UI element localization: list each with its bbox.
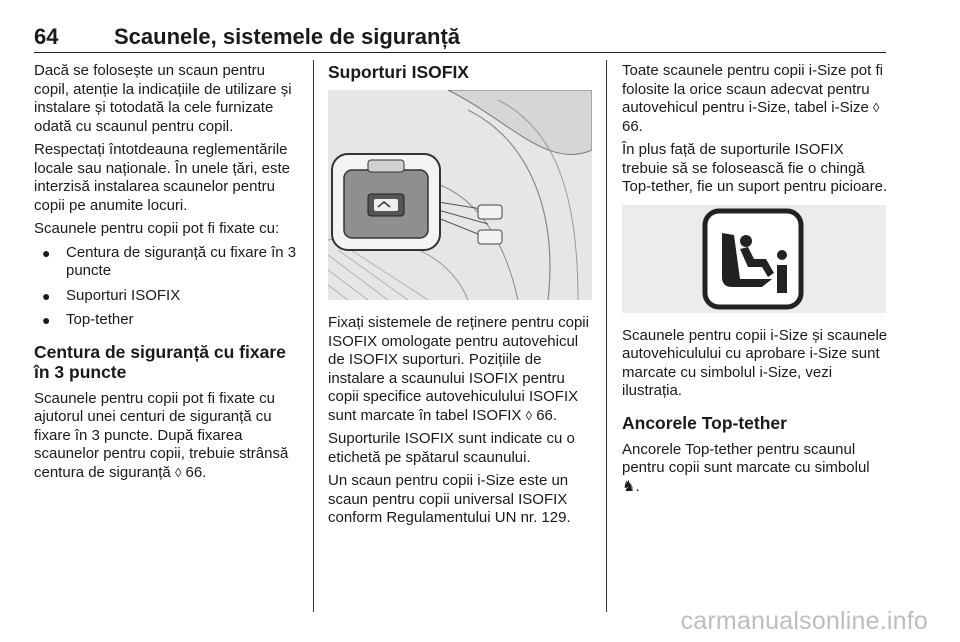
- isofix-paragraph-3: Un scaun pentru copii i-Size este un scaun pentru copii universal ISOFIX conform Regulamentului UN nr. 129.: [328, 472, 571, 526]
- reference-icon: ◊: [525, 407, 533, 423]
- page-number: 64: [34, 24, 59, 49]
- fixing-methods-intro: Scaunele pentru copii pot fi fixate cu:: [34, 220, 280, 237]
- seatbelt-paragraph: Scaunele pentru copii pot fi fixate cu ajutorul unei centuri de siguranță cu fixare în 3 puncte. După fixarea scaunelor pentru copii, trebuie strânsă centura de siguranță ◊ 66.: [34, 389, 289, 481]
- column-3: [622, 62, 888, 501]
- list-item: ● Top-tether: [42, 311, 134, 328]
- list-item: ● Centura de siguranță cu fixare în 3 puncte: [42, 243, 297, 279]
- page-reference[interactable]: 66.: [622, 117, 643, 135]
- column-2: [328, 62, 592, 533]
- reference-icon: ◊: [174, 464, 182, 480]
- isize-paragraph-3: Scaunele pentru copii i-Size și scaunele autovehiculului cu aprobare i-Size sunt marcate cu simbolul i-Size, vezi ilustrația.: [622, 326, 888, 399]
- reference-icon: ◊: [872, 100, 880, 115]
- list-item: ● Suporturi ISOFIX: [42, 286, 181, 304]
- column-divider-1: [313, 60, 314, 612]
- isofix-paragraph-2: Suporturile ISOFIX sunt indicate cu o etichetă pe spătarul scaunului.: [328, 430, 575, 466]
- regulations-paragraph: Respectați întotdeauna reglementările locale sau naționale. În unele țări, este interzisă instalarea scaunelor pentru copii pe anumite locuri.: [34, 141, 291, 214]
- fixing-methods-list: [34, 244, 300, 330]
- watermark: carmanualsonline.info: [680, 607, 928, 635]
- isofix-paragraph-1: Fixați sistemele de reținere pentru copii ISOFIX omologate pentru autovehicul de ISOFIX suporturi. Pozițiile de instalare a scaunului ISOFIX pentru copii specifice autovehiculului ISOFIX sunt marcate în tabel ISOFIX ◊ 66.: [328, 314, 589, 424]
- page-header: [34, 22, 886, 53]
- top-tether-paragraph: Ancorele Top-tether pentru scaunul pentru copii sunt marcate cu simbolul ♞.: [622, 440, 870, 495]
- page-reference[interactable]: 66.: [185, 463, 207, 481]
- section-heading-isofix: Suporturi ISOFIX: [328, 62, 469, 82]
- section-heading-top-tether: Ancorele Top-tether: [622, 412, 787, 433]
- page-reference[interactable]: 66.: [536, 406, 558, 424]
- page-title: Scaunele, sistemele de siguranță: [114, 24, 461, 49]
- column-1: [34, 62, 300, 487]
- section-heading-seatbelt: Centura de siguranță cu fixare în 3 puncte: [34, 341, 286, 382]
- bullet-icon: ●: [42, 312, 51, 328]
- isize-paragraph-1: Toate scaunele pentru copii i-Size pot fi folosite la orice scaun adecvat pentru autovehicul pentru i-Size, tabel i-Size ◊ 66.: [622, 62, 883, 135]
- bullet-icon: ●: [42, 287, 51, 304]
- isofix-illustration: [328, 90, 592, 300]
- bullet-icon: ●: [42, 244, 51, 261]
- top-tether-icon: ♞: [622, 477, 636, 495]
- usage-paragraph: Dacă se folosește un scaun pentru copil, atenție la indicațiile de utilizare și instalare și totodată la cele furnizate odată cu scaunul pentru copil.: [34, 62, 292, 135]
- isize-symbol-illustration: [622, 205, 886, 313]
- isize-paragraph-2: În plus față de suporturile ISOFIX trebuie să se folosească fie o chingă Top-tether, fie un suport pentru picioare.: [622, 141, 888, 195]
- column-divider-2: [606, 60, 607, 612]
